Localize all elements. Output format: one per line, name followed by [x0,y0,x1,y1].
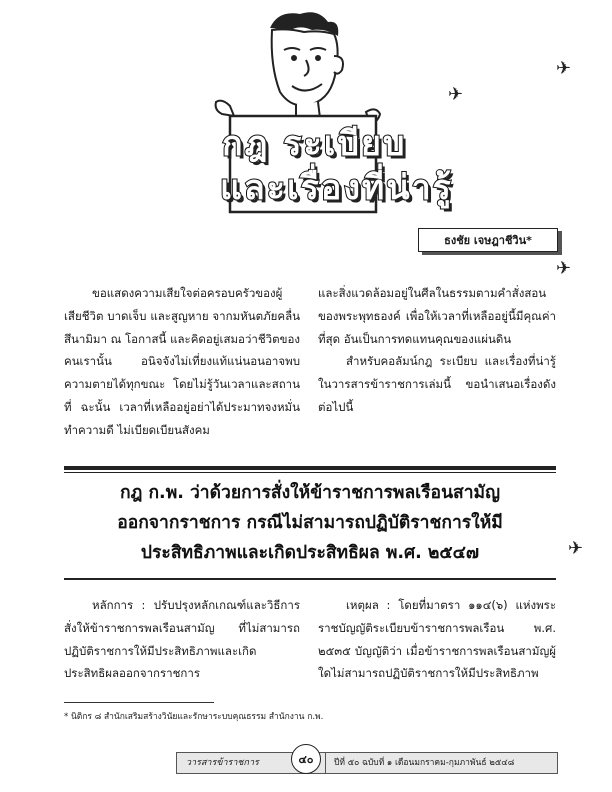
footnote: * นิติกร ๘ สำนักเสริมสร้างวินัยและรักษาระบบคุณธรรม สำนักงาน ก.พ. [64,712,324,722]
column-title-line-2: และเรื่องที่น่ารู้ [220,168,453,208]
intro-left-column [64,282,300,442]
bird-icon: ✈ [556,258,572,279]
intro-paragraph: สำหรับคอลัมน์กฎ ระเบียบ และเรื่องที่น่ารู้ในวารสารข้าราชการเล่มนี้ ขอนำเสนอเรื่องดังต่อไปนี้ [318,354,556,414]
issue-info: ปีที่ ๕๐ ฉบับที่ ๑ เดือนมกราคม-กุมภาพันธ์ ๒๕๔๘ [334,758,515,768]
author-badge [418,228,558,252]
intro-right-column [318,282,556,419]
footer-divider [325,752,326,774]
law-title-line: ออกจากราชการ กรณีไม่สามารถปฏิบัติราชการให้มี [117,513,503,533]
law-title-line: กฎ ก.พ. ว่าด้วยการสั่งให้ข้าราชการพลเรือนสามัญ [120,483,500,503]
divider [64,466,556,470]
reason-column [318,594,556,685]
divider [64,578,556,580]
principle-column [64,594,300,685]
bird-icon: ✈ [568,538,584,559]
law-title-line: ประสิทธิภาพและเกิดประสิทธิผล พ.ศ. ๒๕๔๗ [140,543,480,563]
footnote-rule [64,702,214,703]
bird-icon: ✈ [556,58,572,79]
reason-paragraph: เหตุผล : โดยที่มาตรา ๑๑๔(๖) แห่งพระราชบัญญัติระเบียบข้าราชการพลเรือน พ.ศ. ๒๕๓๕ บัญญัติว่า เมื่อข้าราชการพลเรือนสามัญผู้ใดไม่สามารถปฏิบัติราชการให้มีประสิทธิภาพ [318,598,556,681]
intro-paragraph: ขอแสดงความเสียใจต่อครอบครัวของผู้เสียชีวิต บาดเจ็บ และสูญหาย จากมหันตภัยคลื่นสึนามิมา ณ โอกาสนี้ และคิดอยู่เสมอว่าชีวิตของคนเรานั้น อนิจจังไม่เที่ยงแท้แน่นอนอาจพบความตายได้ทุกขณะ โดยไม่รู้วันเวลาและสถานที่ ฉะนั้น เวลาที่เหลืออยู่อย่าได้ประมาทจงหมั่นทำความดี ไม่เบียดเบียนสังคม [64,286,300,437]
page-number: ๔๐ [291,744,321,774]
author-name: ธงชัย เจษฎาชีวิน* [444,234,532,247]
intro-paragraph: และสิ่งแวดล้อมอยู่ในศีลในธรรมตามคำสั่งสอนของพระพุทธองค์ เพื่อให้เวลาที่เหลืออยู่นี้มีคุณค่าที่สุด อันเป็นการทดแทนคุณของแผ่นดิน [318,286,556,346]
principle-paragraph: หลักการ : ปรับปรุงหลักเกณฑ์และวิธีการสั่งให้ข้าราชการพลเรือนสามัญ ที่ไม่สามารถปฏิบัติราชการให้มีประสิทธิภาพและเกิดประสิทธิผลออกจากราชการ [64,598,300,681]
divider [64,472,556,473]
column-title-line-1: กฎ ระเบียบ [222,124,407,164]
publication-name: วารสารข้าราชการ [186,758,259,768]
law-title [64,478,556,568]
bird-icon: ✈ [448,84,464,105]
